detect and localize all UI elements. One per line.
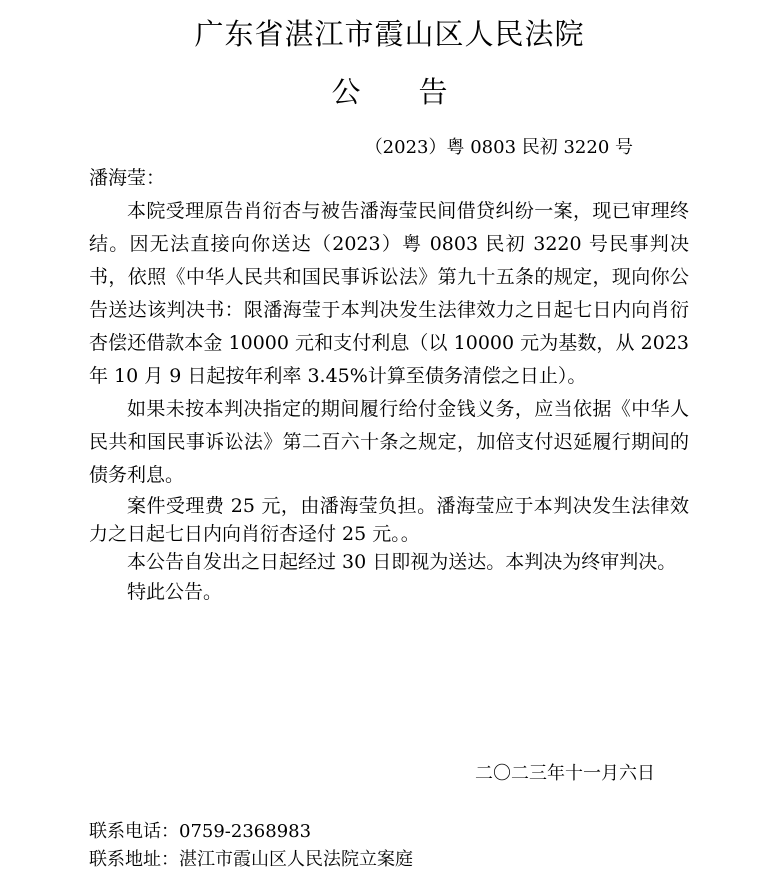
- body-paragraph-interest-warning: 如果未按本判决指定的期间履行给付金钱义务，应当依据《中华人民共和国民事诉讼法》第二百六十条之规定，加倍支付迟延履行期间的债务利息。: [89, 398, 689, 486]
- issue-date: 二〇二三年十一月六日: [475, 763, 655, 784]
- body-paragraph-service-notice: 本公告自发出之日起经过 30 日即视为送达。本判决为终审判决。: [127, 551, 677, 573]
- body-paragraph-court-fee: 案件受理费 25 元，由潘海莹负担。潘海莹应于本判决发生法律效力之日起七日内向肖衍杏迳付 25 元。。: [89, 495, 689, 545]
- body-paragraph-closing: 特此公告。: [127, 581, 223, 603]
- document-type-heading: [0, 72, 779, 112]
- contact-phone: 联系电话：0759-2368983: [89, 821, 312, 842]
- document-type-char-1: 公: [331, 75, 361, 109]
- case-number: （2023）粤 0803 民初 3220 号: [364, 137, 633, 158]
- addressee: 潘海莹：: [89, 167, 166, 189]
- document-type-char-2: 告: [418, 75, 448, 109]
- announcement-body: [89, 162, 689, 609]
- court-name-heading: 广东省湛江市霞山区人民法院: [194, 17, 585, 51]
- contact-address: 联系地址：湛江市霞山区人民法院立案庭: [89, 849, 413, 870]
- body-paragraph-judgment: 本院受理原告肖衍杏与被告潘海莹民间借贷纠纷一案，现已审理终结。因无法直接向你送达（2023）粤 0803 民初 3220 号民事判决书，依照《中华人民共和国民事诉讼法》第九十五条的规定，现向你公告送达该判决书：限潘海莹于本判决发生法律效力之日起七日内向肖衍杏偿还借款本金 10000 元和支付利息（以 10000 元为基数，从 2023 年 10 月 9 日起按年利率 3.45%计算至债务清偿之日止）。: [89, 200, 689, 387]
